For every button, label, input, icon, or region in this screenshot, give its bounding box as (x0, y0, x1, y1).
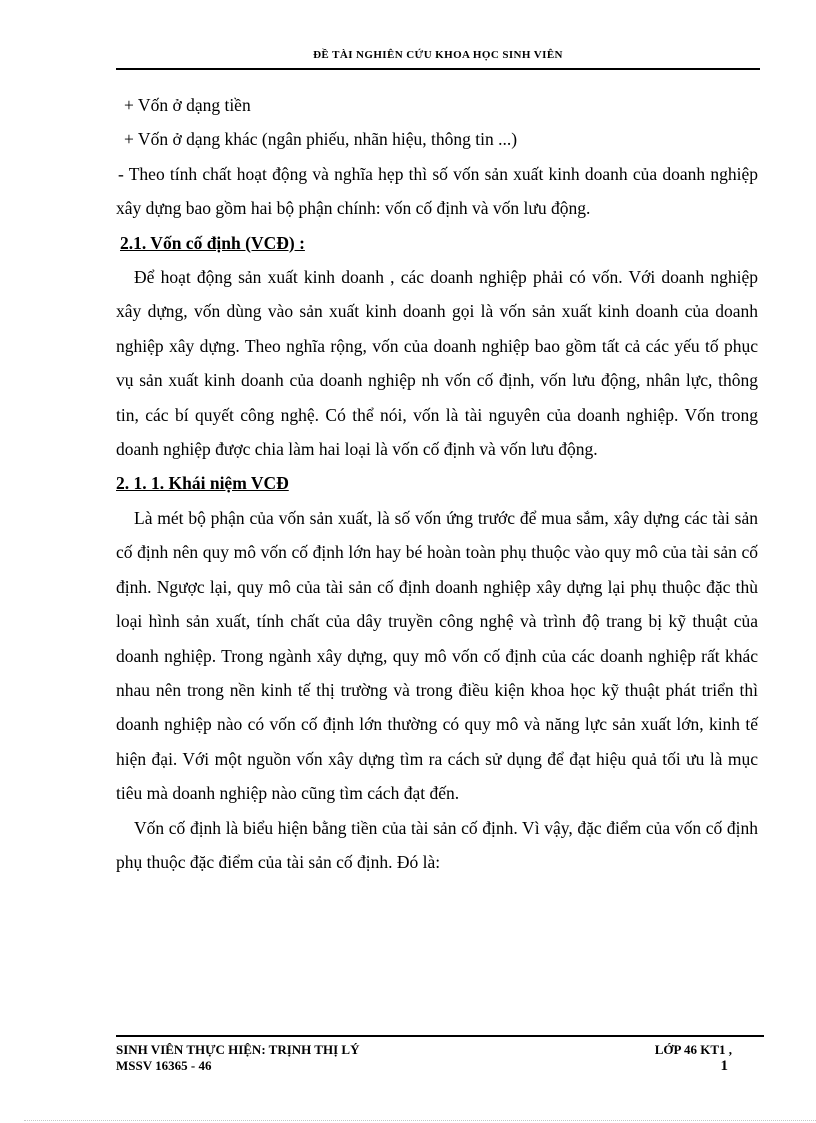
footer-mssv: MSSV 16365 - 46 (116, 1058, 212, 1073)
header-title: ĐỀ TÀI NGHIÊN CỨU KHOA HỌC SINH VIÊN (313, 49, 563, 61)
paragraph: Là mét bộ phận của vốn sản xuất, là số vốn ứng trước để mua sắm, xây dựng các tài sản cố định nên quy mô vốn cố định lớn hay bé hoàn toàn phụ thuộc vào quy mô của tài sản cố định. Ngược lại, quy mô của tài sản cố định doanh nghiệp xây dựng lại phụ thuộc đặc thù loại hình sản xuất, tính chất của dây truyền công nghệ và trình độ trang bị kỹ thuật của doanh nghiệp. Trong ngành xây dựng, quy mô vốn cố định của các doanh nghiệp rất khác nhau nên trong nền kinh tế thị trường và trong điều kiện khoa học kỹ thuật phát triển thì doanh nghiệp nào có vốn cố định lớn thường có quy mô và năng lực sản xuất lớn, kinh tế hiện đại. Với một nguồn vốn xây dựng tìm ra cách sử dụng để đạt hiệu quả tối ưu là mục tiêu mà doanh nghiệp nào cũng tìm cách đạt đến. (116, 507, 758, 804)
paragraph: - Theo tính chất hoạt động và nghĩa hẹp thì số vốn sản xuất kinh doanh của doanh nghiệp xây dựng bao gồm hai bộ phận chính: vốn cố định và vốn lưu động. (116, 163, 758, 219)
page-number: 1 (720, 1058, 728, 1074)
footer-class: LỚP 46 KT1 , (654, 1042, 732, 1057)
list-item: + Vốn ở dạng khác (ngân phiếu, nhãn hiệu, thông tin ...) (124, 129, 518, 150)
section-heading: 2.1. Vốn cố định (VCĐ) : (120, 232, 305, 253)
page-separator (24, 1120, 816, 1121)
subsection-heading: 2. 1. 1. Khái niệm VCĐ (116, 473, 289, 494)
paragraph: Vốn cố định là biểu hiện bằng tiền của tài sản cố định. Vì vậy, đặc điểm của vốn cố định phụ thuộc đặc điểm của tài sản cố định. Đó là: (116, 817, 758, 872)
page-footer (116, 1035, 764, 1074)
footer-student: SINH VIÊN THỰC HIỆN: TRỊNH THỊ LÝ (116, 1042, 360, 1057)
document-body (116, 88, 758, 879)
paragraph: Để hoạt động sản xuất kinh doanh , các doanh nghiệp phải có vốn. Với doanh nghiệp xây dựng, vốn dùng vào sản xuất kinh doanh gọi là vốn sản xuất kinh doanh của doanh nghiệp xây dựng. Theo nghĩa rộng, vốn của doanh nghiệp bao gồm tất cả các yếu tố phục vụ sản xuất kinh doanh của doanh nghiệp nh vốn cố định, vốn lưu động, nhân lực, thông tin, các bí quyết công nghệ. Có thể nói, vốn là tài nguyên của doanh nghiệp. Vốn trong doanh nghiệp được chia làm hai loại là vốn cố định và vốn lưu động. (116, 267, 758, 460)
list-item: + Vốn ở dạng tiền (124, 95, 251, 115)
page-header (116, 44, 760, 70)
